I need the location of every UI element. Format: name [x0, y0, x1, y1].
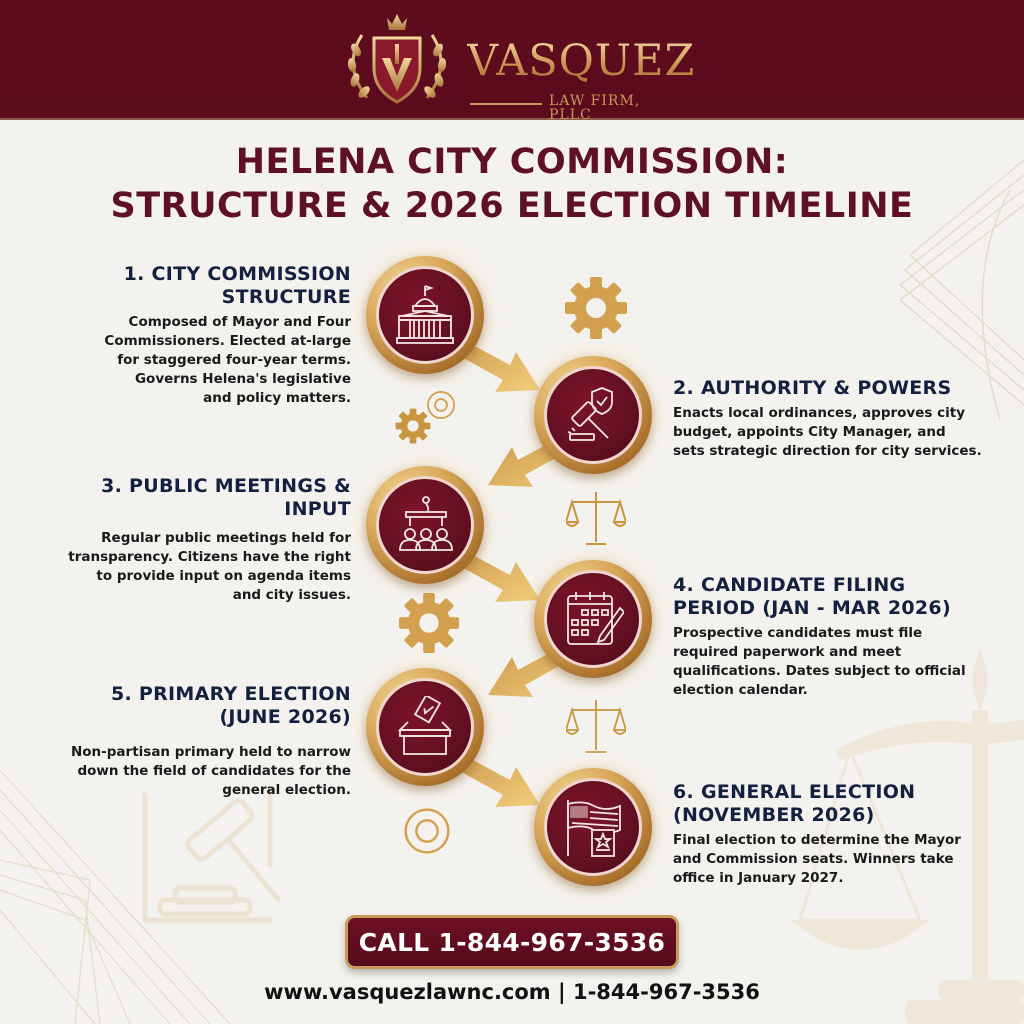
step-3-text	[31, 475, 351, 605]
step-1-heading: 1. CITY COMMISSION STRUCTURE	[123, 263, 351, 308]
crest-shield-icon	[342, 10, 452, 110]
step-5-body: Non-partisan primary held to narrow down the field of candidates for the general election.	[70, 744, 351, 798]
brand-name: VASQUEZ	[467, 36, 696, 86]
step-1-medallion	[366, 256, 484, 374]
step-4-heading: 4. CANDIDATE FILING PERIOD (JAN - MAR 2026)	[673, 574, 951, 619]
header-banner	[0, 0, 1024, 123]
title-line-1: HELENA CITY COMMISSION:	[235, 142, 789, 182]
step-1-body: Composed of Mayor and Four Commissioners. Elected at-large for staggered four-year terms. Governs Helena's legislative and policy matters.	[104, 314, 351, 406]
page-title	[0, 140, 1024, 228]
step-6-heading: 6. GENERAL ELECTION (NOVEMBER 2026)	[673, 781, 916, 826]
step-3-medallion	[366, 466, 484, 584]
step-6-medallion	[534, 768, 652, 886]
capitol-building-icon	[394, 284, 456, 346]
step-4-text	[673, 574, 1018, 700]
step-4-medallion	[534, 560, 652, 678]
footer-contact[interactable]: www.vasquezlawnc.com | 1-844-967-3536	[264, 980, 760, 1004]
gavel-shield-icon	[562, 384, 624, 446]
step-3-heading: 3. PUBLIC MEETINGS & INPUT	[101, 475, 351, 520]
step-3-body: Regular public meetings held for transparency. Citizens have the right to provide input on agenda items and city issues.	[68, 530, 351, 603]
flag-document-icon	[562, 796, 624, 858]
ballot-box-icon	[394, 696, 456, 758]
gear-icon	[564, 276, 628, 340]
step-6-body: Final election to determine the Mayor and Commission seats. Winners take office in January 2027.	[673, 832, 961, 886]
step-2-medallion	[534, 356, 652, 474]
step-5-text	[31, 683, 351, 800]
step-2-heading: 2. AUTHORITY & POWERS	[673, 377, 952, 399]
brand-subtitle: LAW FIRM, PLLC	[549, 93, 641, 123]
call-button[interactable]: CALL 1-844-967-3536	[345, 915, 679, 969]
gear-icon	[395, 408, 431, 444]
step-1-text	[51, 263, 351, 408]
step-2-text	[673, 377, 1018, 461]
podium-audience-icon	[394, 494, 456, 556]
title-line-2: STRUCTURE & 2026 ELECTION TIMELINE	[110, 186, 914, 226]
step-5-heading: 5. PRIMARY ELECTION (JUNE 2026)	[110, 683, 351, 728]
scales-of-justice-icon	[566, 696, 626, 756]
step-6-text	[673, 781, 1018, 888]
step-4-body: Prospective candidates must file required paperwork and meet qualifications. Dates subject to official election calendar.	[673, 625, 966, 698]
step-5-medallion	[366, 668, 484, 786]
step-2-body: Enacts local ordinances, approves city budget, appoints City Manager, and sets strategic direction for city services.	[673, 405, 982, 459]
firm-logo[interactable]	[342, 10, 696, 123]
scales-of-justice-icon	[566, 488, 626, 548]
calendar-pencil-icon	[562, 588, 624, 650]
brand-divider	[470, 103, 542, 105]
